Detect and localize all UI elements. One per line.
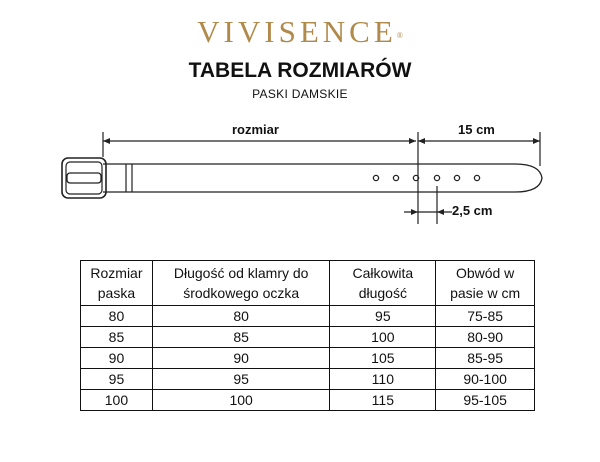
table-row: [81, 390, 535, 411]
table-row: [81, 369, 535, 390]
cell-length: 90: [152, 348, 330, 369]
table-header-row: [81, 261, 535, 306]
belt-hole: [474, 175, 479, 180]
registered-mark: ®: [396, 31, 403, 40]
size-arrow-left: [103, 138, 110, 144]
hole-arrow-right: [437, 209, 444, 215]
tip-arrow-right: [533, 138, 540, 144]
brand-logo-text: VIVISENCE: [197, 14, 397, 49]
buckle-frame: [62, 158, 106, 198]
page-title: TABELA ROZMIARÓW: [188, 59, 412, 82]
page-subtitle: PASKI DAMSKIE: [252, 87, 348, 101]
header-belt-size: Rozmiar paska: [81, 261, 153, 306]
tip-length-label: 15 cm: [458, 122, 495, 137]
cell-belt-size: 90: [81, 348, 153, 369]
header-waist-circumference: Obwód w pasie w cm: [436, 261, 535, 306]
cell-total-length: 110: [330, 369, 436, 390]
belt-hole: [434, 175, 439, 180]
belt-strap: [103, 164, 542, 192]
size-arrow-right: [409, 138, 416, 144]
cell-length: 100: [152, 390, 330, 411]
cell-total-length: 95: [330, 306, 436, 327]
cell-waist: 95-105: [436, 390, 535, 411]
cell-waist: 75-85: [436, 306, 535, 327]
cell-belt-size: 100: [81, 390, 153, 411]
header-length-to-middle-hole: Długość od klamry do środkowego oczka: [152, 261, 330, 306]
cell-waist: 90-100: [436, 369, 535, 390]
cell-waist: 80-90: [436, 327, 535, 348]
cell-length: 95: [152, 369, 330, 390]
cell-belt-size: 95: [81, 369, 153, 390]
header-total-length: Całkowita długość: [330, 261, 436, 306]
hole-arrow-left: [411, 209, 418, 215]
cell-total-length: 100: [330, 327, 436, 348]
hole-spacing-label: 2,5 cm: [452, 203, 493, 218]
buckle-prong: [67, 173, 101, 183]
cell-length: 85: [152, 327, 330, 348]
buckle-inner: [66, 162, 102, 194]
cell-total-length: 115: [330, 390, 436, 411]
table-row: [81, 348, 535, 369]
belt-hole: [393, 175, 398, 180]
cell-waist: 85-95: [436, 348, 535, 369]
size-table: [80, 260, 535, 411]
table-row: [81, 327, 535, 348]
size-dimension-label: rozmiar: [232, 122, 279, 137]
cell-belt-size: 85: [81, 327, 153, 348]
cell-belt-size: 80: [81, 306, 153, 327]
belt-hole: [373, 175, 378, 180]
tip-arrow-left: [418, 138, 425, 144]
cell-length: 80: [152, 306, 330, 327]
cell-total-length: 105: [330, 348, 436, 369]
table-row: [81, 306, 535, 327]
belt-hole: [454, 175, 459, 180]
